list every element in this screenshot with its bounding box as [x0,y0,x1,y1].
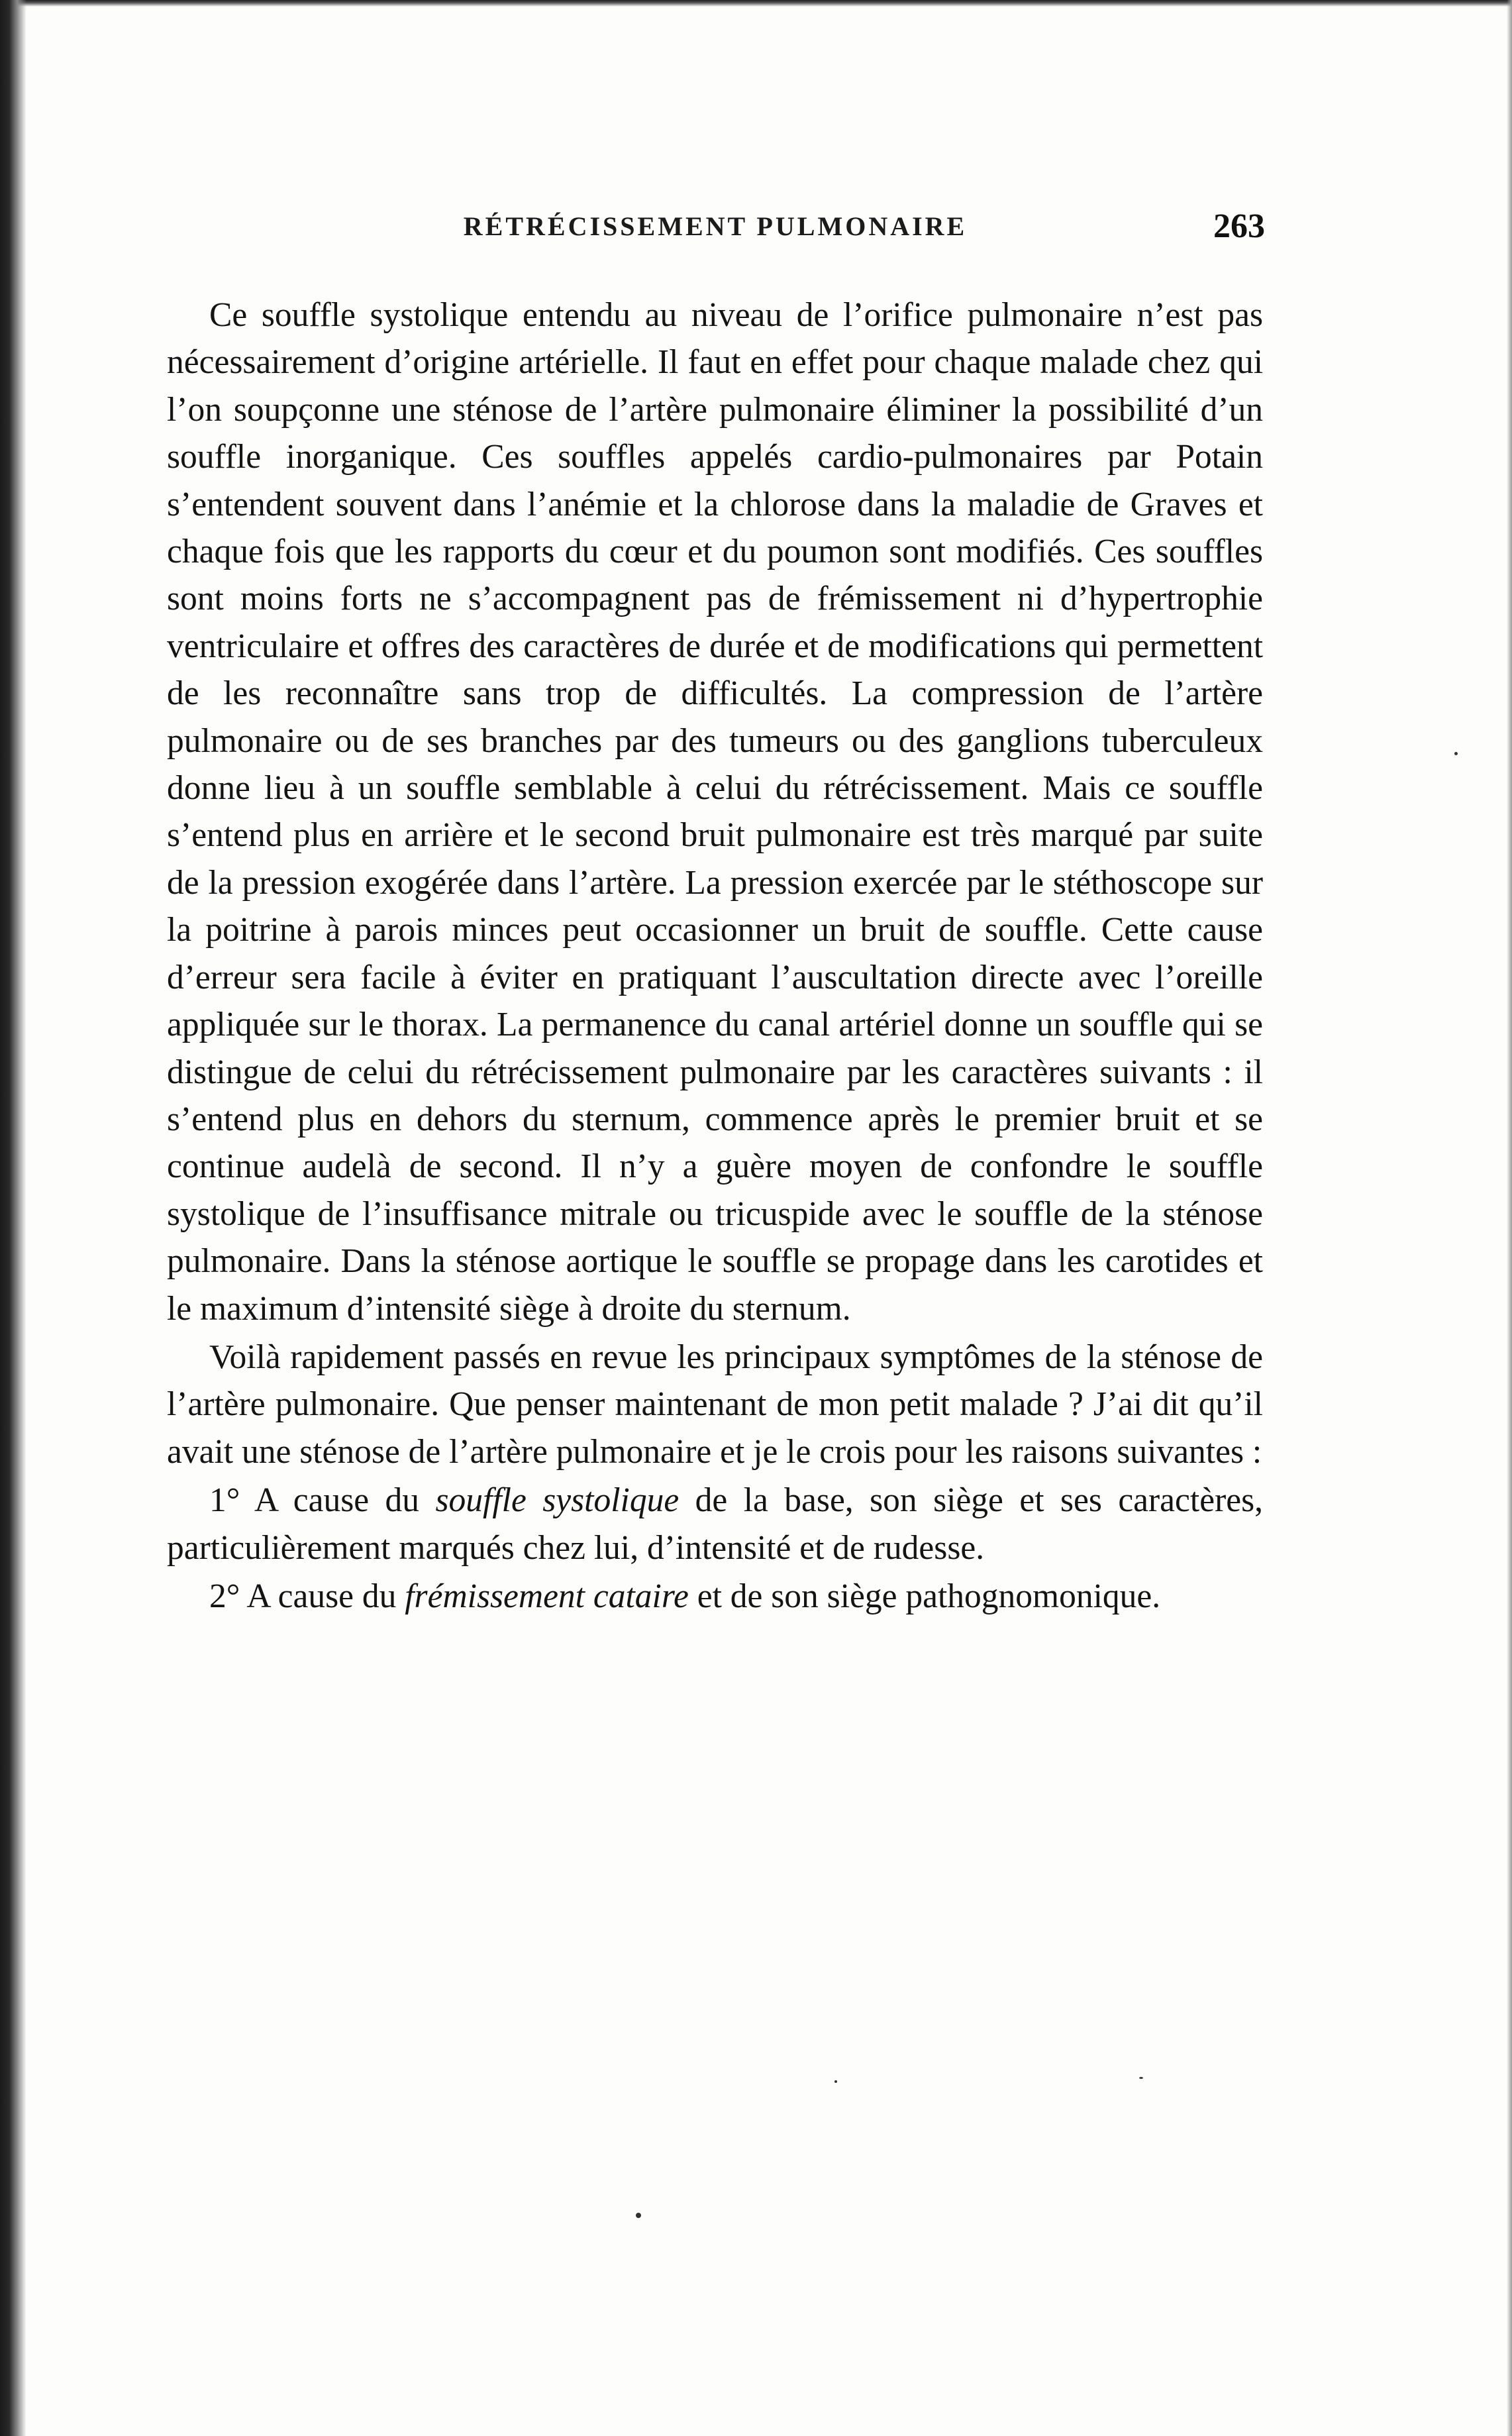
scan-edge-left [0,0,26,2436]
reason-text-before: A cause du [240,1577,405,1615]
scan-speck [1139,2077,1143,2079]
reason-text-after: de la base, son siège et ses caractères, particulièrement marqués chez lui, d’intensité et de rudesse. [167,1481,1263,1567]
scan-speck [636,2213,641,2218]
scan-speck [834,2080,837,2083]
page-number: 263 [1213,207,1265,245]
reason-text-after: et de son siège pathognomonique. [688,1577,1161,1615]
body-text [167,291,1263,1620]
running-head [166,207,1265,250]
running-title: RÉTRÉCISSEMENT PULMONAIRE [463,211,968,241]
reason-number: 2° [209,1577,240,1615]
scan-edge-top [0,0,1512,7]
reason-emphasis: frémissement cataire [405,1577,689,1615]
reason-emphasis: souffle systolique [435,1481,680,1520]
scan-edge-right [1507,0,1512,2436]
numbered-reason-1 [167,1477,1263,1571]
reason-text-before: A cause du [240,1481,436,1520]
reason-number: 1° [209,1481,240,1520]
scan-speck [1454,752,1458,755]
paragraph-differential-diagnosis: Ce souffle systolique entendu au niveau de l’orifice pulmonaire n’est pas nécessairement d’origine artérielle. Il faut en effet pour chaque malade chez qui l’on soupçonne une sténose de l’artère pulmonaire éliminer la possibilité d’un souffle inorganique. Ces souffles appelés cardio-pulmonaires par Potain s’entendent souvent dans l’anémie et la chlorose dans la maladie de Graves et chaque fois que les rapports du cœur et du poumon sont modifiés. Ces souffles sont moins forts ne s’accompagnent pas de frémissement ni d’hypertrophie ventriculaire et offres des caractères de durée et de modifications qui permettent de les reconnaître sans trop de difficultés. La compression de l’artère pulmonaire ou de ses branches par des tumeurs ou des ganglions tuberculeux donne lieu à un souffle semblable à celui du rétrécissement. Mais ce souffle s’entend plus en arrière et le second bruit pulmonaire est très marqué par suite de la pression exogérée dans l’artère. La pression exercée par le stéthoscope sur la poitrine à parois minces peut occasionner un bruit de souffle. Cette cause d’erreur sera facile à éviter en pratiquant l’auscultation directe avec l’oreille appliquée sur le thorax. La permanence du canal artériel donne un souffle qui se distingue de celui du rétrécissement pulmonaire par les caractères suivants : il s’entend plus en dehors du sternum, commence après le premier bruit et se continue audelà de second. Il n’y a guère moyen de confondre le souffle systolique de l’insuffisance mitrale ou tricuspide avec le souffle de la sténose pulmonaire. Dans la sténose aortique le souffle se propage dans les carotides et le maximum d’intensité siège à droite du sternum. [167,296,1263,1328]
paragraph-summary: Voilà rapidement passés en revue les principaux symptômes de la sténose de l’artère pulmonaire. Que penser maintenant de mon petit malade ? J’ai dit qu’il avait une sténose de l’artère pulmonaire et je le crois pour les raisons suivantes : [167,1338,1263,1471]
numbered-reason-2 [167,1573,1263,1620]
